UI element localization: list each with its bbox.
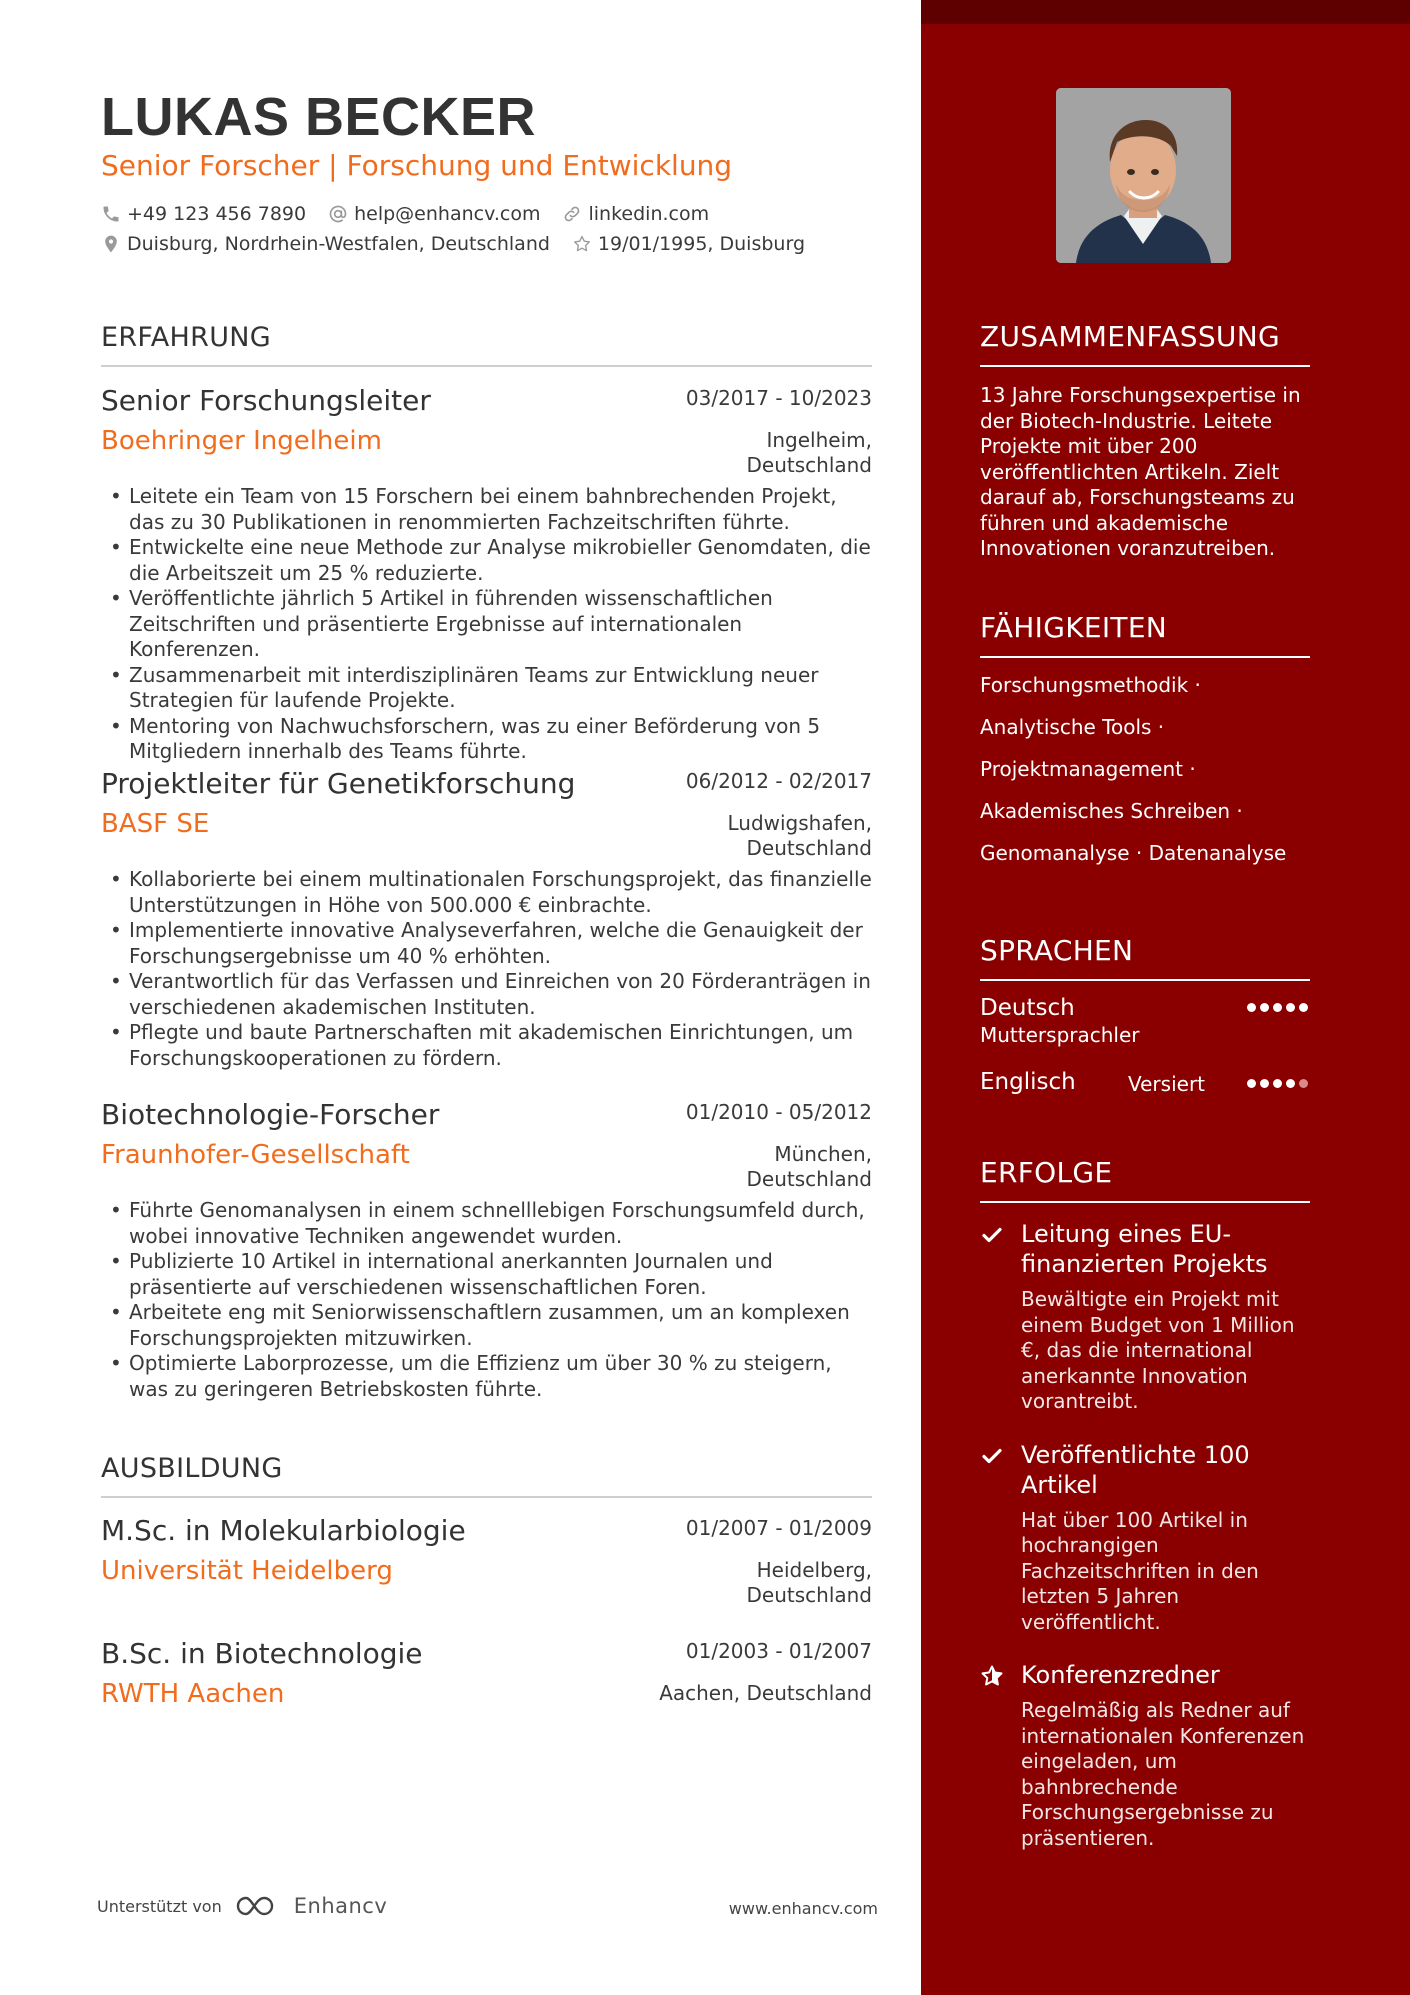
job-location: Ludwigshafen, Deutschland <box>727 811 872 860</box>
summary-section-title: ZUSAMMENFASSUNG <box>980 320 1310 367</box>
achievements-section <box>980 1156 1310 1876</box>
achievement-title: Veröffentlichte 100 Artikel <box>1021 1440 1250 1499</box>
job-title: Projektleiter für Genetikforschung <box>101 767 576 800</box>
summary-section <box>980 320 1310 562</box>
job-dates: 01/2010 - 05/2012 <box>685 1100 872 1124</box>
rating-dot <box>1286 1003 1295 1012</box>
rating-dot <box>1273 1079 1282 1088</box>
language-rating <box>1247 1079 1308 1088</box>
achievement-item <box>980 1440 1310 1636</box>
sidebar <box>921 0 1410 1995</box>
check-icon <box>980 1444 1004 1468</box>
summary-text: 13 Jahre Forschungsexpertise in der Biotech-Industrie. Leitete Projekte mit über 200 veröffentlichten Artikeln. Zielt darauf ab, Forschungsteams zu führen und akademische Innovationen voranzutreiben. <box>980 383 1301 560</box>
job-dates: 03/2017 - 10/2023 <box>685 386 872 410</box>
achievements-list <box>980 1219 1310 1851</box>
location-text: Duisburg, Nordrhein-Westfalen, Deutschland <box>127 233 550 255</box>
bullet-item: • Optimierte Laborprozesse, um die Effizienz um über 30 % zu steigern, was zu geringeren Betriebskosten führte. <box>101 1351 872 1402</box>
job-title: Biotechnologie-Forscher <box>101 1098 440 1131</box>
bullet-item: • Arbeitete eng mit Seniorwissenschaftlern zusammen, um an komplexen Forschungsprojekten mitzuwirken. <box>101 1300 872 1351</box>
school-name: Universität Heidelberg <box>101 1556 393 1586</box>
bullet-item: • Führte Genomanalysen in einem schnelllebigen Forschungsumfeld durch, wobei innovative Techniken angewendet wurden. <box>101 1198 872 1249</box>
achievement-desc: Bewältigte ein Projekt mit einem Budget von 1 Million €, das die international anerkannte Innovation vorantreibt. <box>1021 1287 1295 1413</box>
company-name: Boehringer Ingelheim <box>101 426 382 456</box>
achievement-item <box>980 1219 1310 1415</box>
rating-dot <box>1260 1079 1269 1088</box>
achievements-section-title: ERFOLGE <box>980 1156 1310 1203</box>
education-section-title: AUSBILDUNG <box>101 1453 872 1498</box>
headline: Senior Forscher | Forschung und Entwicklung <box>101 149 733 182</box>
bullet-item: • Kollaborierte bei einem multinationalen Forschungsprojekt, das finanzielle Unterstützungen in Höhe von 500.000 € einbrachte. <box>101 867 872 918</box>
powered-by-text: Unterstützt von <box>97 1896 222 1916</box>
skills-section-title: FÄHIGKEITEN <box>980 611 1310 658</box>
contact-birth <box>572 233 805 255</box>
bullet-item: • Publizierte 10 Artikel in international anerkannten Journalen und präsentierte auf verschiedenen wissenschaftlichen Foren. <box>101 1249 872 1300</box>
birth-text: 19/01/1995, Duisburg <box>597 233 806 255</box>
rating-dot <box>1247 1079 1256 1088</box>
enhancv-logo-icon <box>234 1893 282 1919</box>
skill-item: Projektmanagement · <box>980 757 1196 781</box>
experience-section-title: ERFAHRUNG <box>101 322 872 367</box>
bullet-item: • Veröffentlichte jährlich 5 Artikel in führenden wissenschaftlichen Zeitschriften und präsentierte Ergebnisse auf internationalen Konferenzen. <box>101 586 872 663</box>
contact-location <box>101 233 550 255</box>
achievement-title: Leitung eines EU-finanzierten Projekts <box>1021 1220 1268 1278</box>
bullet-item: • Implementierte innovative Analyseverfahren, welche die Genauigkeit der Forschungsergebnisse um 40 % erhöhten. <box>101 918 872 969</box>
footer-url[interactable]: www.enhancv.com <box>728 1899 878 1918</box>
school-name: RWTH Aachen <box>101 1679 285 1709</box>
achievement-title: Konferenzredner <box>1021 1661 1220 1689</box>
contact-row-2 <box>101 233 805 255</box>
degree-title: B.Sc. in Biotechnologie <box>101 1637 423 1670</box>
school-location: Heidelberg, Deutschland <box>746 1558 872 1607</box>
skills-section <box>980 611 1310 882</box>
languages-section-title: SPRACHEN <box>980 934 1310 981</box>
rating-dot <box>1299 1079 1308 1088</box>
star-icon <box>980 1664 1004 1688</box>
degree-title: M.Sc. in Molekularbiologie <box>101 1514 466 1547</box>
contact-linkedin[interactable] <box>562 203 709 225</box>
language-item <box>980 995 1310 1059</box>
bullet-item: • Entwickelte eine neue Methode zur Analyse mikrobieller Genomdaten, die die Arbeitszeit um 25 % reduzierte. <box>101 535 872 586</box>
company-name: Fraunhofer-Gesellschaft <box>101 1140 410 1170</box>
contact-phone <box>101 203 306 225</box>
rating-dot <box>1286 1079 1295 1088</box>
phone-text: +49 123 456 7890 <box>127 203 307 225</box>
bullet-item: • Leitete ein Team von 15 Forschern bei einem bahnbrechenden Projekt, das zu 30 Publikationen in renommierten Fachzeitschriften führte. <box>101 484 872 535</box>
check-icon <box>980 1223 1004 1247</box>
degree-dates: 01/2003 - 01/2007 <box>685 1639 872 1663</box>
contact-email[interactable] <box>328 203 540 225</box>
profile-photo <box>1056 88 1231 263</box>
linkedin-text[interactable]: linkedin.com <box>588 203 710 225</box>
at-icon <box>328 204 348 224</box>
achievement-item <box>980 1660 1310 1851</box>
skill-item: Analytische Tools · <box>980 715 1165 739</box>
rating-dot <box>1247 1003 1256 1012</box>
job-bullets <box>101 484 872 765</box>
job-location: München, Deutschland <box>746 1142 872 1191</box>
rating-dot <box>1260 1003 1269 1012</box>
skill-item: Forschungsmethodik · <box>980 673 1201 697</box>
skill-item: Akademisches Schreiben · <box>980 799 1243 823</box>
job-bullets <box>101 867 872 1071</box>
skills-list <box>980 672 1310 882</box>
phone-icon <box>101 204 121 224</box>
language-level: Versiert <box>1128 1072 1206 1096</box>
skill-item: Genomanalyse · Datenanalyse <box>980 841 1287 865</box>
language-rating <box>1247 1003 1308 1012</box>
bullet-item: • Zusammenarbeit mit interdisziplinären Teams zur Entwicklung neuer Strategien für laufende Projekte. <box>101 663 872 714</box>
language-name: Deutsch <box>980 995 1075 1021</box>
contact-row-1 <box>101 203 709 225</box>
sidebar-top-band <box>921 0 1410 24</box>
rating-dot <box>1299 1003 1308 1012</box>
bullet-item: • Pflegte und baute Partnerschaften mit akademischen Einrichtungen, um Forschungskooperationen zu fördern. <box>101 1020 872 1071</box>
achievement-desc: Hat über 100 Artikel in hochrangigen Fachzeitschriften in den letzten 5 Jahren veröffentlicht. <box>1021 1507 1259 1634</box>
email-text[interactable]: help@enhancv.com <box>354 203 541 225</box>
bullet-item: • Mentoring von Nachwuchsforschern, was zu einer Beförderung von 5 Mitgliedern innerhalb des Teams führte. <box>101 714 872 765</box>
brand-name: Enhancv <box>293 1894 388 1918</box>
company-name: BASF SE <box>101 809 210 839</box>
job-bullets <box>101 1198 872 1402</box>
language-name: Englisch <box>980 1069 1076 1095</box>
location-pin-icon <box>101 234 121 254</box>
language-item <box>980 1069 1310 1133</box>
link-icon <box>562 204 582 224</box>
languages-section <box>980 934 1310 1133</box>
achievement-desc: Regelmäßig als Redner auf internationalen Konferenzen eingeladen, um bahnbrechende Forschungsergebnisse zu präsentieren. <box>1021 1698 1305 1850</box>
job-location: Ingelheim, Deutschland <box>746 428 872 477</box>
rating-dot <box>1273 1003 1282 1012</box>
school-location: Aachen, Deutschland <box>659 1681 872 1705</box>
star-outline-icon <box>572 234 592 254</box>
footer-powered-by <box>97 1893 387 1919</box>
candidate-name: LUKAS BECKER <box>101 87 537 147</box>
bullet-item: • Verantwortlich für das Verfassen und Einreichen von 20 Förderanträgen in verschiedenen akademischen Instituten. <box>101 969 872 1020</box>
language-level: Muttersprachler <box>980 1023 1140 1047</box>
degree-dates: 01/2007 - 01/2009 <box>685 1516 872 1540</box>
job-dates: 06/2012 - 02/2017 <box>685 769 872 793</box>
avatar-illustration <box>1056 88 1231 263</box>
job-title: Senior Forschungsleiter <box>101 384 431 417</box>
